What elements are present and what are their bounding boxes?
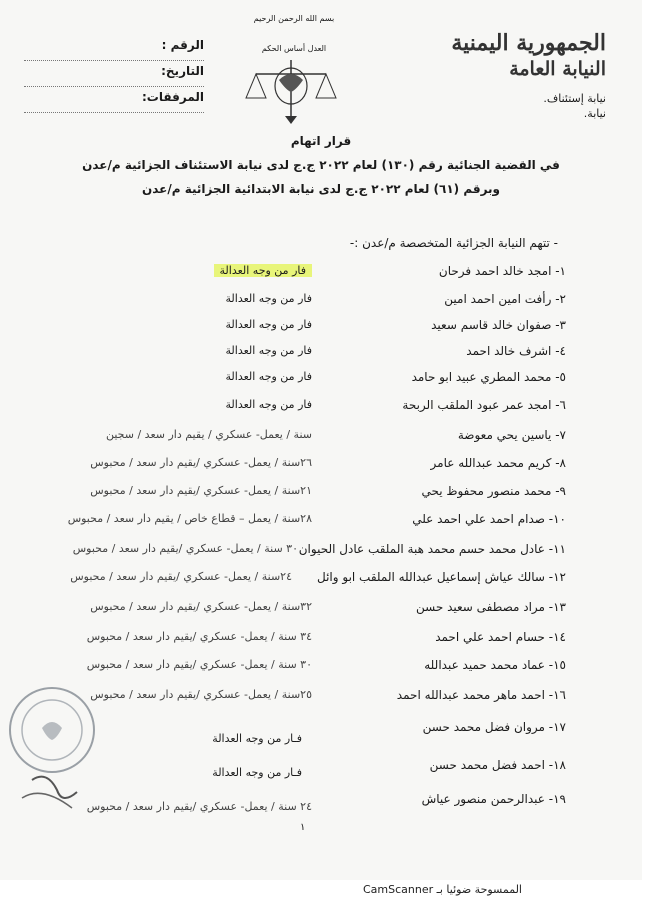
basmala-text: بسم الله الرحمن الرحيم [253, 14, 335, 23]
accused-name: ١٤- حسام احمد علي احمد [435, 630, 566, 644]
accused-name: ٢- رأفت امين احمد امين [444, 292, 566, 306]
accused-name: ١٣- مراد مصطفى سعيد حسن [416, 600, 566, 614]
document-title: قرار اتهام [290, 134, 352, 148]
accused-name: ١٨- احمد فضل محمد حسن [429, 758, 566, 772]
accused-name: ١٢- سالك عياش إسماعيل عبدالله الملقب ابو وائل [317, 570, 566, 584]
accused-status: ٣٠ سنة / يعمل- عسكري /يقيم دار سعد / محبوس [86, 658, 312, 671]
accused-name: ١٥- عماد محمد حميد عبدالله [424, 658, 566, 672]
appeal-prosecution-line: نيابة إستئناف. [543, 92, 606, 105]
accused-name: ٦- امجد عمر عبود الملقب الربحة [402, 398, 566, 412]
accused-status: ٢٤سنة / يعمل- عسكري /يقيم دار سعد / محبوس [70, 570, 292, 583]
case-line-1: في القضية الجنائية رقم (١٣٠) لعام ٢٠٢٢ ج.ج لدى نيابة الاستئناف الجزائية م/عدن [82, 158, 560, 172]
accused-name: ٧- ياسين يحي معوضة [457, 428, 566, 442]
accused-status: فـار من وجه العدالة [212, 732, 302, 745]
attachments-field: المرفقات: [24, 90, 204, 113]
accused-name: ١٦- احمد ماهر محمد عبدالله احمد [396, 688, 566, 702]
accused-status: ٢٤ سنة / يعمل- عسكري /يقيم دار سعد / محبوس [86, 800, 312, 813]
accused-name: ١٩- عبدالرحمن منصور عياش [421, 792, 566, 806]
accused-name: ١١- عادل محمد حسم محمد هبة الملقب عادل الحيوان [298, 542, 566, 556]
accused-status: ٣٠ سنة / يعمل- عسكري /يقيم دار سعد / محبوس [72, 542, 298, 555]
accused-name: ٩- محمد منصور محفوظ يحي [421, 484, 566, 498]
page-number: ١ [300, 822, 306, 833]
camscanner-note: الممسوحة ضوئيا بـ CamScanner [362, 883, 522, 896]
accused-name: ٤- اشرف خالد احمد [466, 344, 566, 358]
accused-status [12, 264, 312, 277]
accused-status: فار من وجه العدالة [225, 398, 312, 411]
accused-status: فار من وجه العدالة [225, 318, 312, 331]
accused-status: ٢٨سنة / يعمل – قطاع خاص / يقيم دار سعد / محبوس [67, 512, 312, 525]
accused-status: فار من وجه العدالة [225, 292, 312, 305]
accused-name: ١- امجد خالد احمد فرحان [438, 264, 566, 278]
case-line-2: وبرقم (٦١) لعام ٢٠٢٢ ج.ج لدى نيابة الابتدائية الجزائية م/عدن [141, 182, 501, 196]
accused-name: ٥- محمد المطري عبيد ابو حامد [411, 370, 566, 384]
accused-name: ١٧- مروان فضل محمد حسن [422, 720, 566, 734]
accused-status: ٣٤ سنة / يعمل- عسكري /يقيم دار سعد / محبوس [86, 630, 312, 643]
letterhead-left [24, 38, 204, 116]
office-name: النيابة العامة [509, 58, 606, 80]
accused-status: فـار من وجه العدالة [212, 766, 302, 779]
accused-status: ٢٦سنة / يعمل- عسكري /يقيم دار سعد / محبوس [90, 456, 312, 469]
accused-status: سنة / يعمل- عسكري / يقيم دار سعد / سجين [105, 428, 312, 441]
intro-text: - تتهم النيابة الجزائية المتخصصة م/عدن :- [349, 236, 558, 250]
accused-status: ٣٢سنة / يعمل- عسكري /يقيم دار سعد / محبوس [90, 600, 312, 613]
accused-name: ١٠- صدام احمد علي احمد علي [412, 512, 566, 526]
motto-text: العدل أساس الحكم [261, 44, 327, 53]
official-seal-icon [2, 680, 102, 820]
scan-footer [0, 880, 650, 904]
accused-status: ٢٥سنة / يعمل- عسكري /يقيم دار سعد / محبوس [90, 688, 312, 701]
reference-field: الرقم : [24, 38, 204, 61]
state-emblem-icon [236, 20, 346, 130]
country-name: الجمهورية اليمنية [451, 30, 606, 56]
letterhead-right [416, 30, 606, 120]
accused-status: ٢١سنة / يعمل- عسكري /يقيم دار سعد / محبوس [90, 484, 312, 497]
accused-status: فار من وجه العدالة [225, 370, 312, 383]
accused-status: فار من وجه العدالة [225, 344, 312, 357]
prosecution-line: نيابة. [583, 107, 606, 120]
accused-name: ٣- صفوان خالد قاسم سعيد [431, 318, 566, 332]
date-field: التاريخ: [24, 64, 204, 87]
accused-name: ٨- كريم محمد عبدالله عامر [430, 456, 566, 470]
highlighted-status: فار من وجه العدالة [214, 264, 312, 277]
